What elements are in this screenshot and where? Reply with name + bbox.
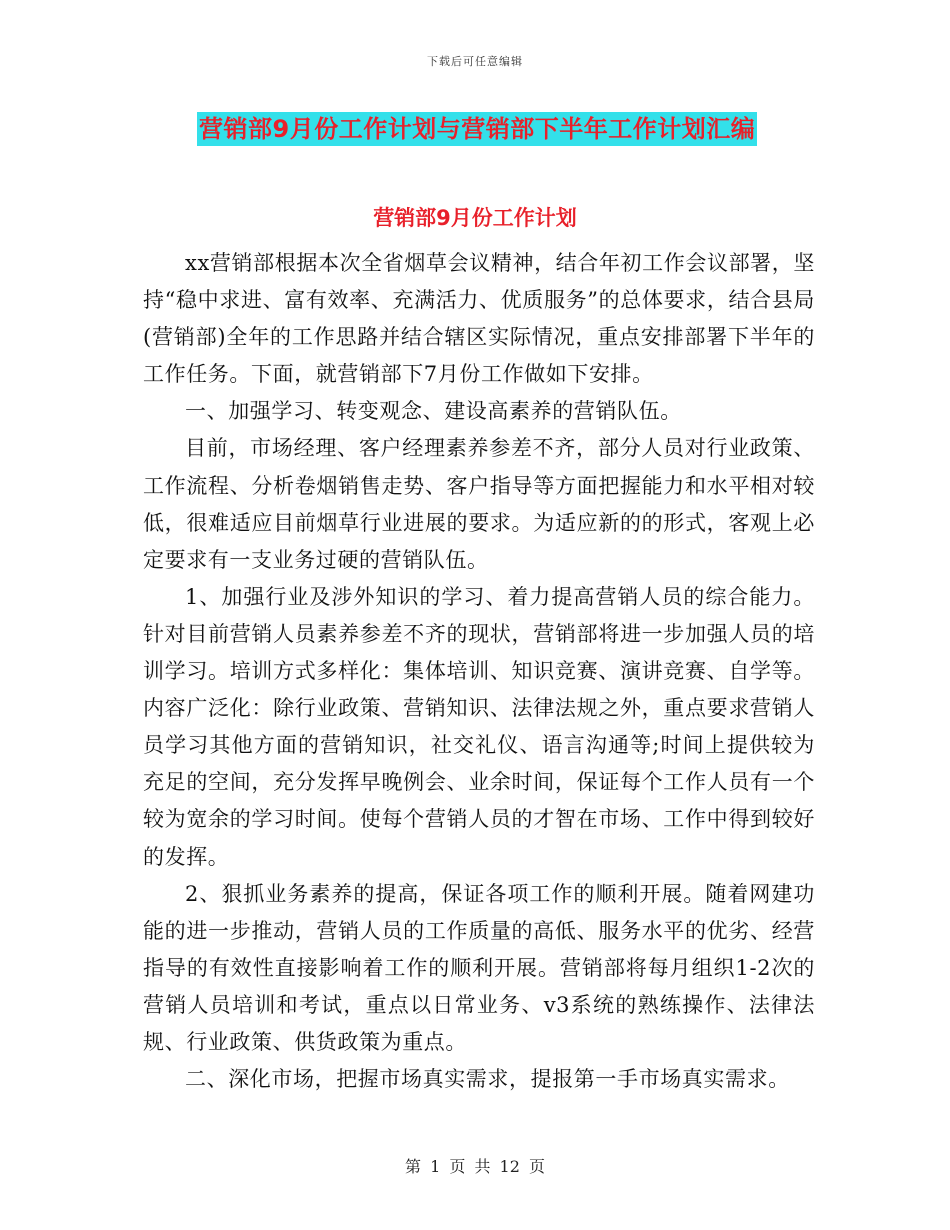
paragraph: 2、狠抓业务素养的提高，保证各项工作的顺利开展。随着网建功能的进一步推动，营销人员的工作质量的高低、服务水平的优劣、经营指导的有效性直接影响着工作的顺利开展。营销部将每月组织1-2次的营销人员培训和考试，重点以日常业务、v3系统的熟练操作、法律法规、行业政策、供货政策为重点。 — [143, 881, 815, 1054]
paragraph: 二、深化市场，把握市场真实需求，提报第一手市场真实需求。 — [185, 1067, 790, 1092]
paragraph: 目前，市场经理、客户经理素养参差不齐，部分人员对行业政策、工作流程、分析卷烟销售走势、客户指导等方面把握能力和水平相对较低，很难适应目前烟草行业进展的要求。为适应新的的形式，客观上必定要求有一支业务过硬的营销队伍。 — [143, 436, 815, 572]
paragraph: 一、加强学习、转变观念、建设高素养的营销队伍。 — [185, 399, 682, 424]
document-title-container — [197, 112, 757, 146]
document-body — [143, 245, 815, 1098]
page-number-footer: 第 1 页 共 12 页 — [405, 1157, 545, 1176]
paragraph: 1、加强行业及涉外知识的学习、着力提高营销人员的综合能力。针对目前营销人员素养参差不齐的现状，营销部将进一步加强人员的培训学习。培训方式多样化：集体培训、知识竞赛、演讲竞赛、自学等。内容广泛化：除行业政策、营销知识、法律法规之外，重点要求营销人员学习其他方面的营销知识，社交礼仪、语言沟通等;时间上提供较为充足的空间，充分发挥早晚例会、业余时间，保证每个工作人员有一个较为宽余的学习时间。使每个营销人员的才智在市场、工作中得到较好的发挥。 — [143, 584, 815, 869]
paragraph: xx营销部根据本次全省烟草会议精神，结合年初工作会议部署，坚持“稳中求进、富有效率、充满活力、优质服务”的总体要求，结合县局(营销部)全年的工作思路并结合辖区实际情况，重点安排部署下半年的工作任务。下面，就营销部下7月份工作做如下安排。 — [143, 251, 815, 387]
section-title: 营销部9月份工作计划 — [373, 206, 577, 230]
header-note: 下载后可任意编辑 — [427, 55, 523, 68]
document-title: 营销部9月份工作计划与营销部下半年工作计划汇编 — [197, 112, 757, 146]
